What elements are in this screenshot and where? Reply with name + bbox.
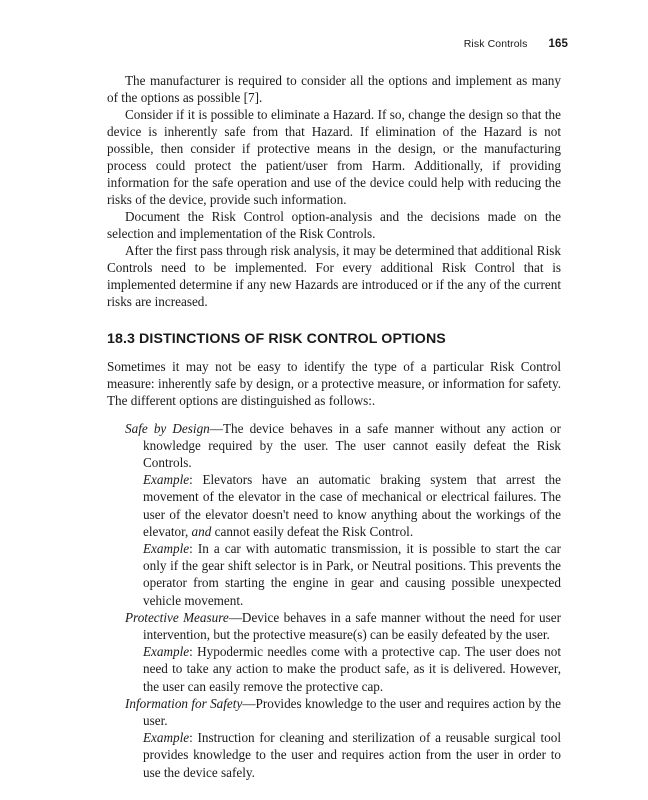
definition-text: —The device behaves in a safe manner without any action or knowledge required by the user. The user cannot easily defeat the Risk Controls.: [143, 420, 561, 471]
example-emphasis: and: [191, 523, 212, 539]
example: [125, 729, 561, 781]
section-body: [107, 358, 561, 781]
example-text: : In a car with automatic transmission, it is possible to start the car only if the gear shift selector is in Park, or Neutral positions. This prevents the operator from starting the engine in gear and causing possible unexpected vehicle movement.: [143, 541, 561, 608]
example-label: Example: [143, 472, 190, 488]
running-head: [464, 38, 568, 50]
definition-item: [125, 420, 561, 472]
page-number: 165: [548, 38, 568, 50]
section-heading: 18.3 DISTINCTIONS OF RISK CONTROL OPTIONS: [107, 331, 446, 347]
example-text: : Instruction for cleaning and sterilization of a reusable surgical tool provides knowledge to the user and requires action from the user in order to use the device safely.: [143, 730, 561, 780]
example: [125, 471, 561, 540]
paragraph: After the first pass through risk analysis, it may be determined that additional Risk Controls need to be implemented. For every additional Risk Control that is implemented determine if any new Hazards are introduced or if the any of the current risks are increased.: [107, 243, 561, 309]
definition-text: —Provides knowledge to the user and requires action by the user.: [143, 695, 561, 729]
example-label: Example: [143, 730, 190, 746]
definition-term: Protective Measure: [125, 609, 229, 625]
definition-term: Safe by Design: [125, 420, 210, 436]
definition-item: [125, 695, 561, 729]
example-label: Example: [143, 644, 190, 660]
definition-text: —Device behaves in a safe manner without the need for user intervention, but the protective measure(s) can be easily defeated by the user.: [143, 609, 561, 643]
example-label: Example: [143, 541, 190, 557]
example-text: : Hypodermic needles come with a protective cap. The user does not need to take any action to make the product safe, as it is delivered. However, the user can easily remove the protective cap.: [143, 644, 561, 694]
definition-item: [125, 609, 561, 643]
paragraph: The manufacturer is required to consider all the options and implement as many of the options as possible [7].: [107, 73, 561, 105]
paragraph: Consider if it is possible to eliminate a Hazard. If so, change the design so that the device is inherently safe from that Hazard. If elimination of the Hazard is not possible, then consider if protective means in the design, or the manufacturing process could protect the patient/user from Harm. Additionally, if providing information for the safe operation and use of the device could help with reducing the risks of the device, provide such information.: [107, 107, 561, 207]
example-tail: cannot easily defeat the Risk Control.: [211, 523, 414, 539]
running-head-title: Risk Controls: [463, 38, 528, 50]
section-intro: Sometimes it may not be easy to identify the type of a particular Risk Control measure: inherently safe by design, or a protective measure, or information for safety. The different options are distinguished as follows:.: [107, 359, 561, 409]
example-text: : Elevators have an automatic braking system that arrest the movement of the elevator in the case of mechanical or electrical failures. The user of the elevator doesn't need to know anything about the workings of the elevator,: [143, 472, 561, 539]
definition-term: Information for Safety: [125, 695, 243, 711]
example: [125, 643, 561, 695]
example: [125, 540, 561, 609]
paragraph: Document the Risk Control option-analysis and the decisions made on the selection and implementation of the Risk Controls.: [107, 209, 561, 241]
body-text: [107, 72, 561, 310]
